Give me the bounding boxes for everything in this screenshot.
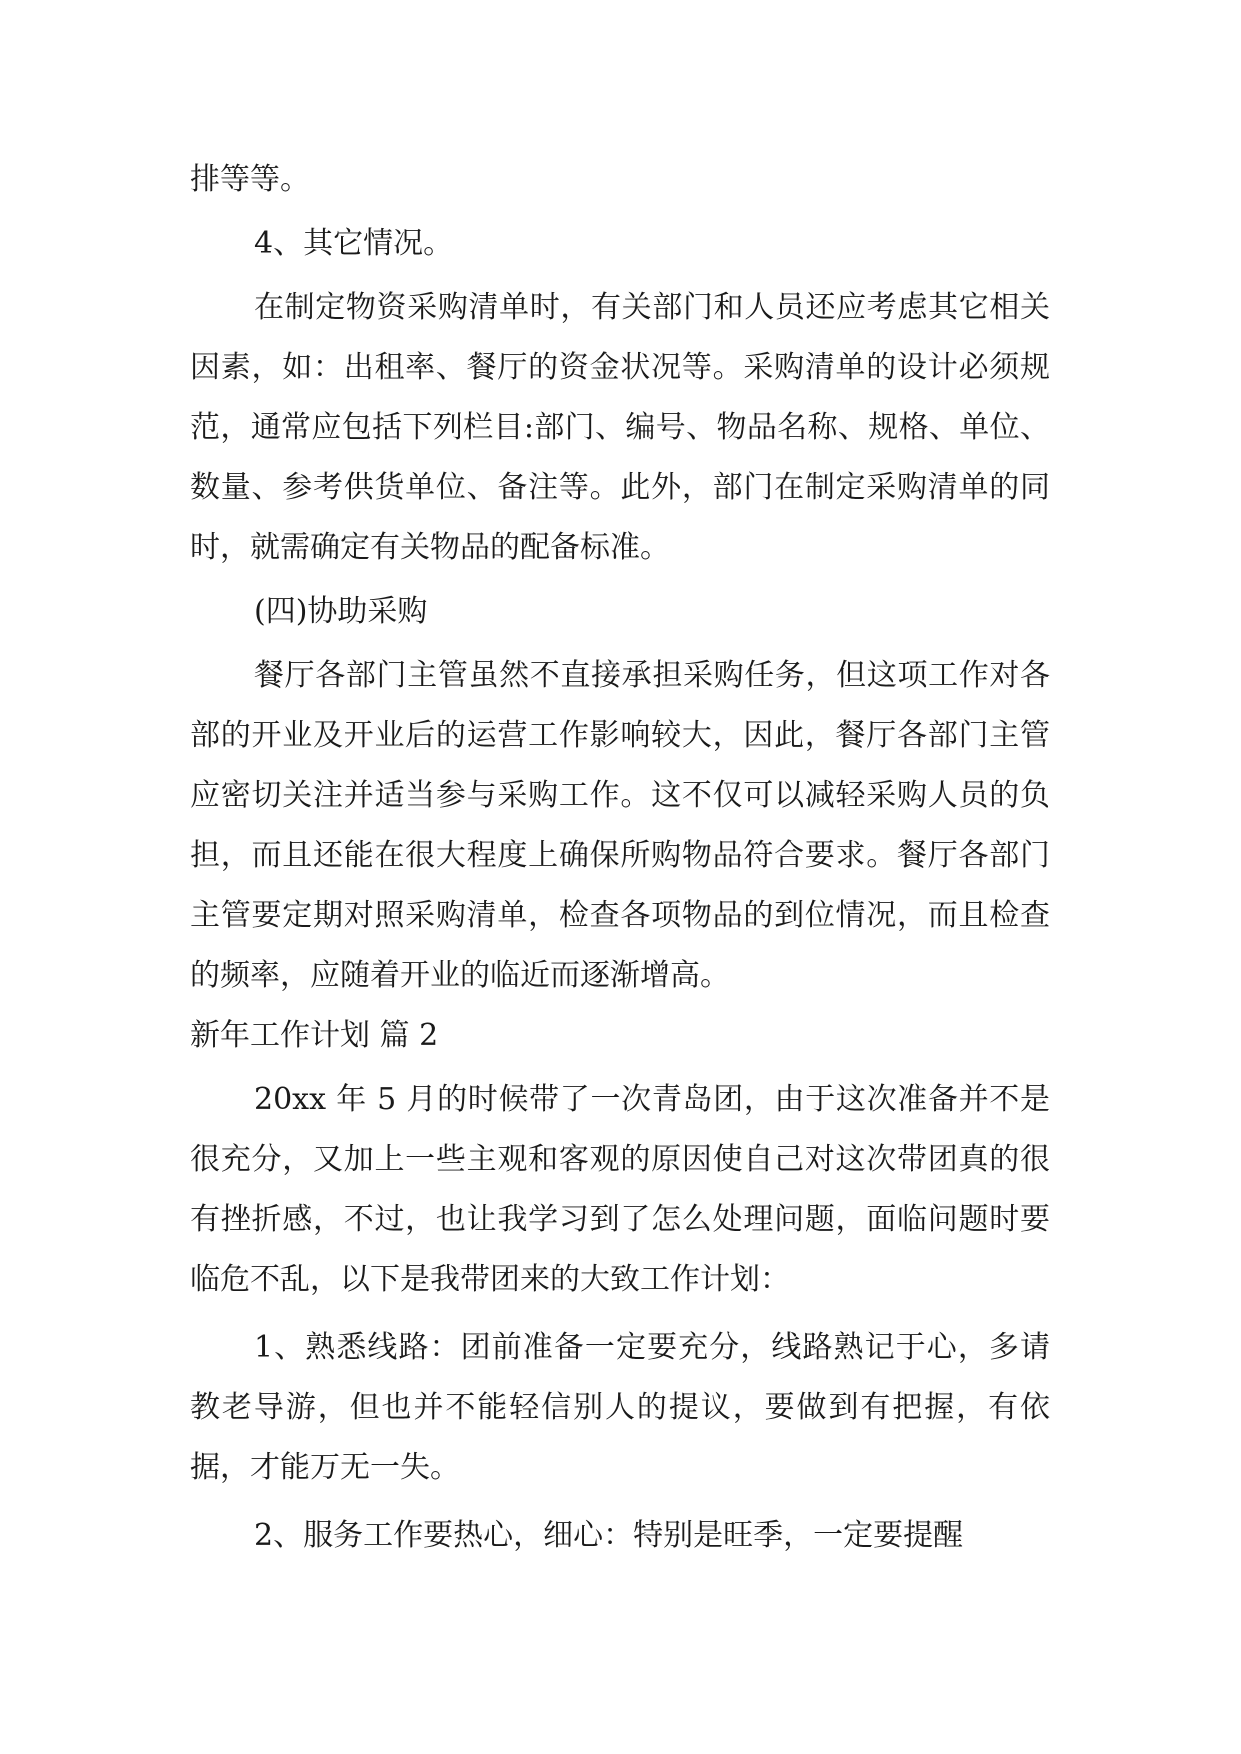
document-page	[190, 150, 1050, 1566]
paragraph-qingdao-tour: 20xx 年 5 月的时候带了一次青岛团，由于这次准备并不是很充分，又加上一些主观和客观的原因使自己对这次带团真的很有挫折感，不过，也让我学习到了怎么处理问题，面临问题时要临危不乱，以下是我带团来的大致工作计划：	[190, 1082, 1050, 1297]
subheading-assist-procurement: (四)协助采购	[254, 594, 428, 629]
paragraph-continuation: 排等等。	[190, 162, 310, 197]
paragraph-item-service: 2、服务工作要热心，细心：特别是旺季，一定要提醒	[254, 1518, 964, 1553]
paragraph-item-4: 4、其它情况。	[254, 226, 454, 261]
paragraph-assist-procurement: 餐厅各部门主管虽然不直接承担采购任务，但这项工作对各部的开业及开业后的运营工作影响较大，因此，餐厅各部门主管应密切关注并适当参与采购工作。这不仅可以减轻采购人员的负担，而且还能在很大程度上确保所购物品符合要求。餐厅各部门主管要定期对照采购清单，检查各项物品的到位情况，而且检查的频率，应随着开业的临近而逐渐增高。	[190, 658, 1050, 993]
section-title: 新年工作计划 篇 2	[190, 1018, 439, 1053]
paragraph-procurement-list: 在制定物资采购清单时，有关部门和人员还应考虑其它相关因素，如：出租率、餐厅的资金状况等。采购清单的设计必须规范，通常应包括下列栏目:部门、编号、物品名称、规格、单位、数量、参考供货单位、备注等。此外，部门在制定采购清单的同时，就需确定有关物品的配备标准。	[190, 290, 1050, 565]
paragraph-item-familiar-route: 1、熟悉线路：团前准备一定要充分，线路熟记于心，多请教老导游，但也并不能轻信别人的提议，要做到有把握，有依据，才能万无一失。	[190, 1330, 1050, 1485]
